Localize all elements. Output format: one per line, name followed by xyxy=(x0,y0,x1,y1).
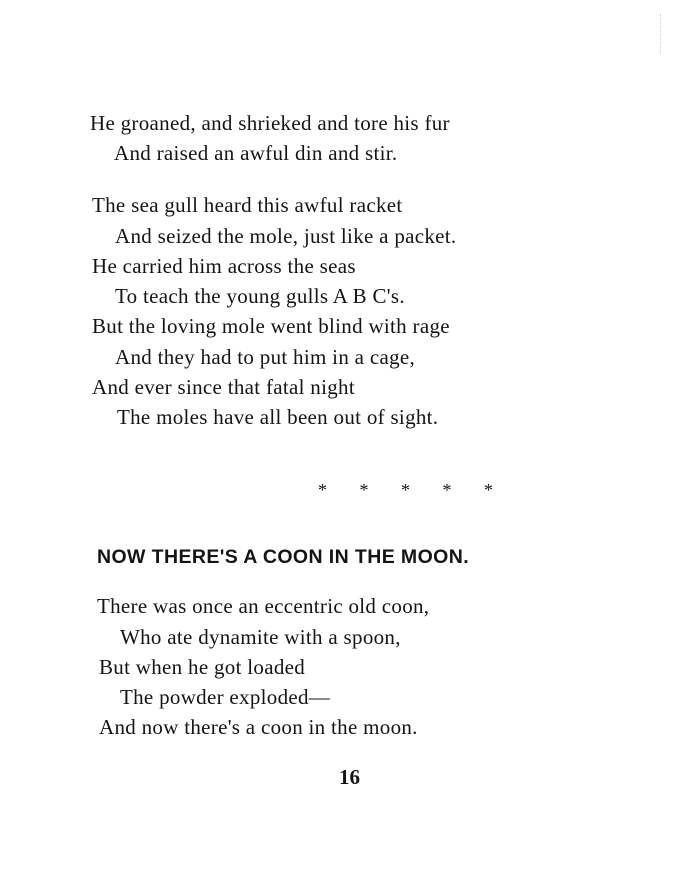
section-separator: * * * * * xyxy=(318,480,507,500)
poem-line: But the loving mole went blind with rage xyxy=(92,314,450,338)
poem-line: The powder exploded— xyxy=(120,685,331,709)
margin-dots xyxy=(660,14,662,54)
poem-line: He groaned, and shrieked and tore his fur xyxy=(90,111,450,135)
poem-line: And seized the mole, just like a packet. xyxy=(115,224,457,248)
poem-line: And now there's a coon in the moon. xyxy=(99,715,418,739)
poem-line: He carried him across the seas xyxy=(92,254,356,278)
poem-line: The moles have all been out of sight. xyxy=(117,405,439,429)
poem-line: But when he got loaded xyxy=(99,655,306,679)
poem-line: And raised an awful din and stir. xyxy=(114,141,398,165)
poem-line: Who ate dynamite with a spoon, xyxy=(120,625,401,649)
poem-title: NOW THERE'S A COON IN THE MOON. xyxy=(97,546,470,568)
page-number: 16 xyxy=(339,765,360,789)
poem-line: And ever since that fatal night xyxy=(92,375,355,399)
poem-line: And they had to put him in a cage, xyxy=(115,345,416,369)
poem-line: To teach the young gulls A B C's. xyxy=(115,284,405,308)
poem-line: There was once an eccentric old coon, xyxy=(97,594,430,618)
poem-line: The sea gull heard this awful racket xyxy=(92,193,403,217)
